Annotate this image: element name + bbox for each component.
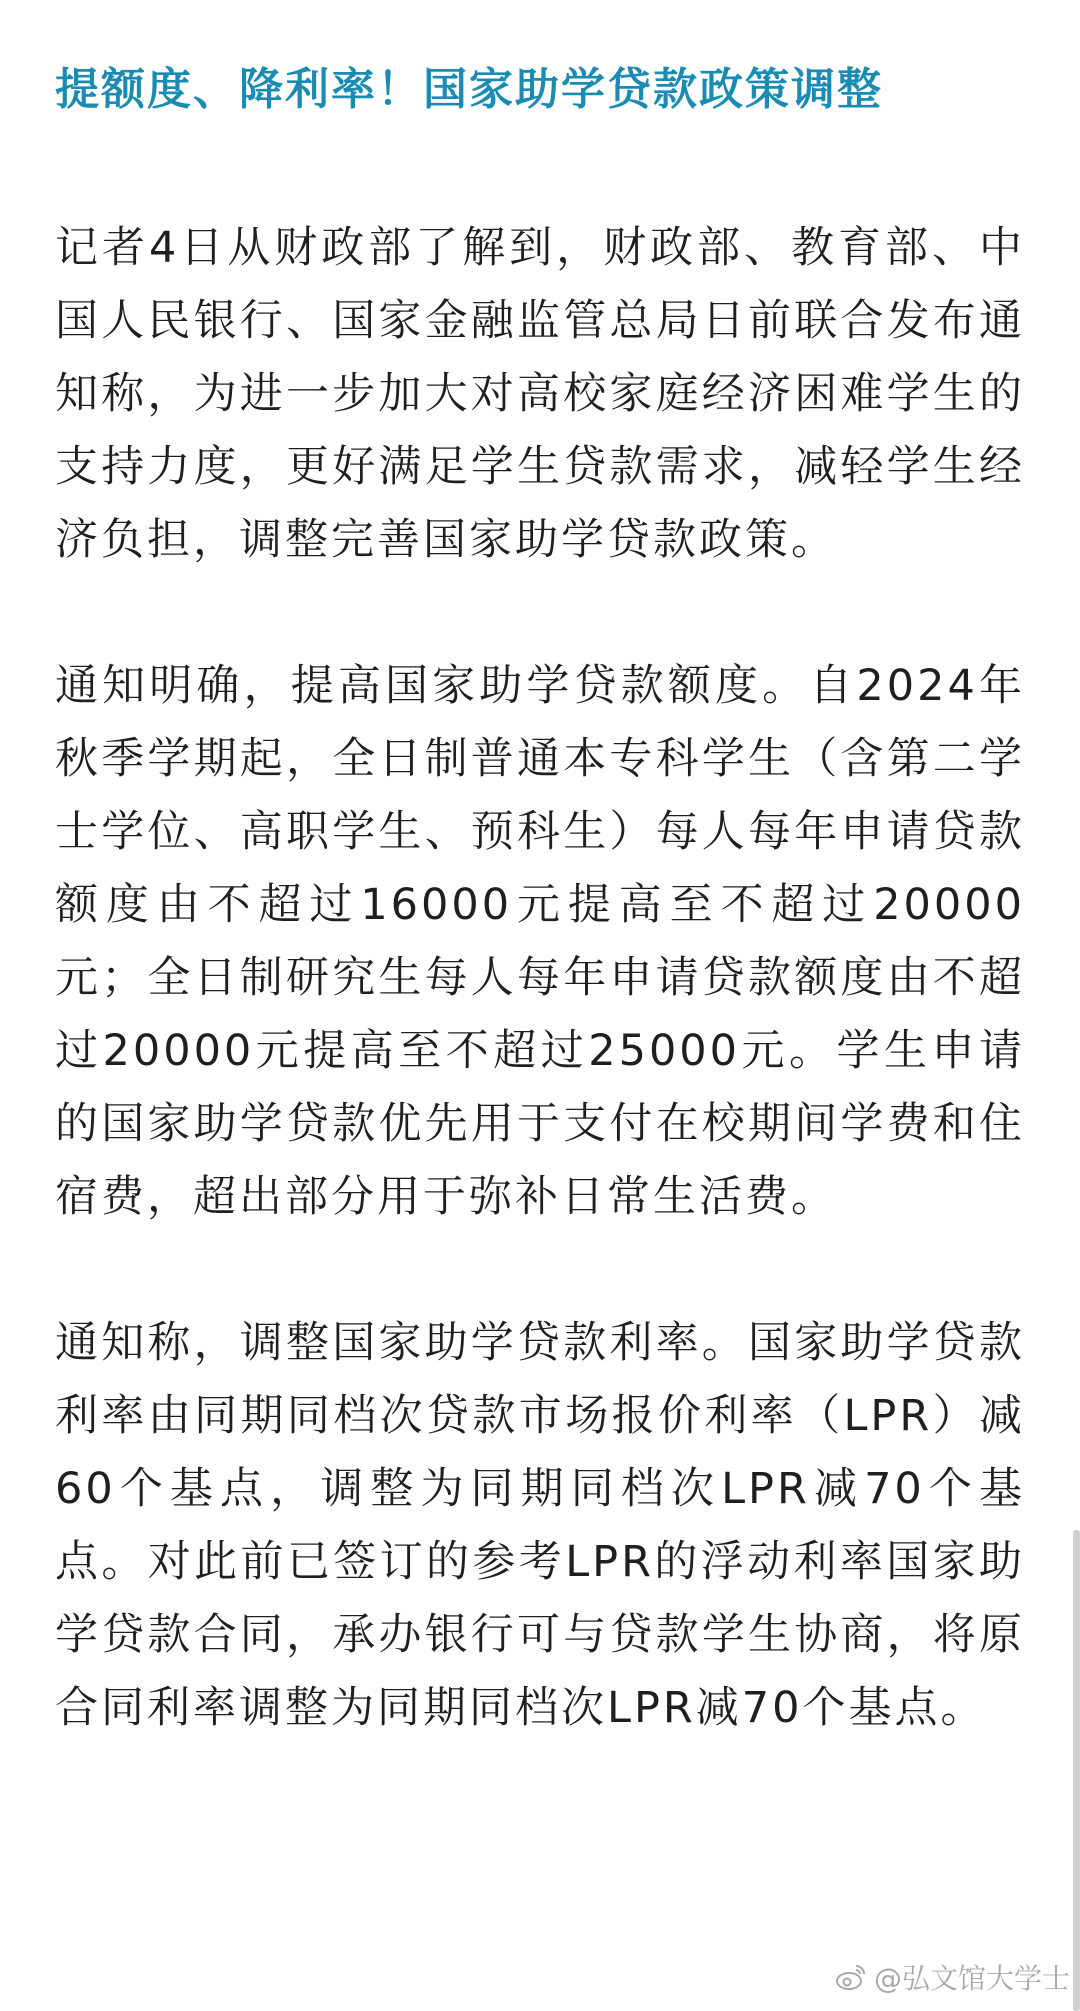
scrollbar[interactable] xyxy=(1073,1530,1080,2011)
paragraph-2: 通知明确，提高国家助学贷款额度。自2024年秋季学期起，全日制普通本专科学生（含第二学士学位、高职学生、预科生）每人每年申请贷款额度由不超过16000元提高至不超过20000元；全日制研究生每人每年申请贷款额度由不超过20000元提高至不超过25000元。学生申请的国家助学贷款优先用于支付在校期间学费和住宿费，超出部分用于弥补日常生活费。 xyxy=(55,661,1025,1222)
paragraph-1: 记者4日从财政部了解到，财政部、教育部、中国人民银行、国家金融监管总局日前联合发布通知称，为进一步加大对高校家庭经济困难学生的支持力度，更好满足学生贷款需求，减轻学生经济负担，调整完善国家助学贷款政策。 xyxy=(55,223,1025,565)
article xyxy=(55,58,1025,1745)
paragraph-3: 通知称，调整国家助学贷款利率。国家助学贷款利率由同期同档次贷款市场报价利率（LPR）减60个基点，调整为同期同档次LPR减70个基点。对此前已签订的参考LPR的浮动利率国家助学贷款合同，承办银行可与贷款学生协商，将原合同利率调整为同期同档次LPR减70个基点。 xyxy=(55,1318,1025,1733)
watermark xyxy=(834,1957,1070,1997)
article-title: 提额度、降利率！国家助学贷款政策调整 xyxy=(55,64,883,115)
weibo-logo-icon xyxy=(834,1960,868,1994)
watermark-text: @弘文馆大学士 xyxy=(873,1962,1070,1995)
